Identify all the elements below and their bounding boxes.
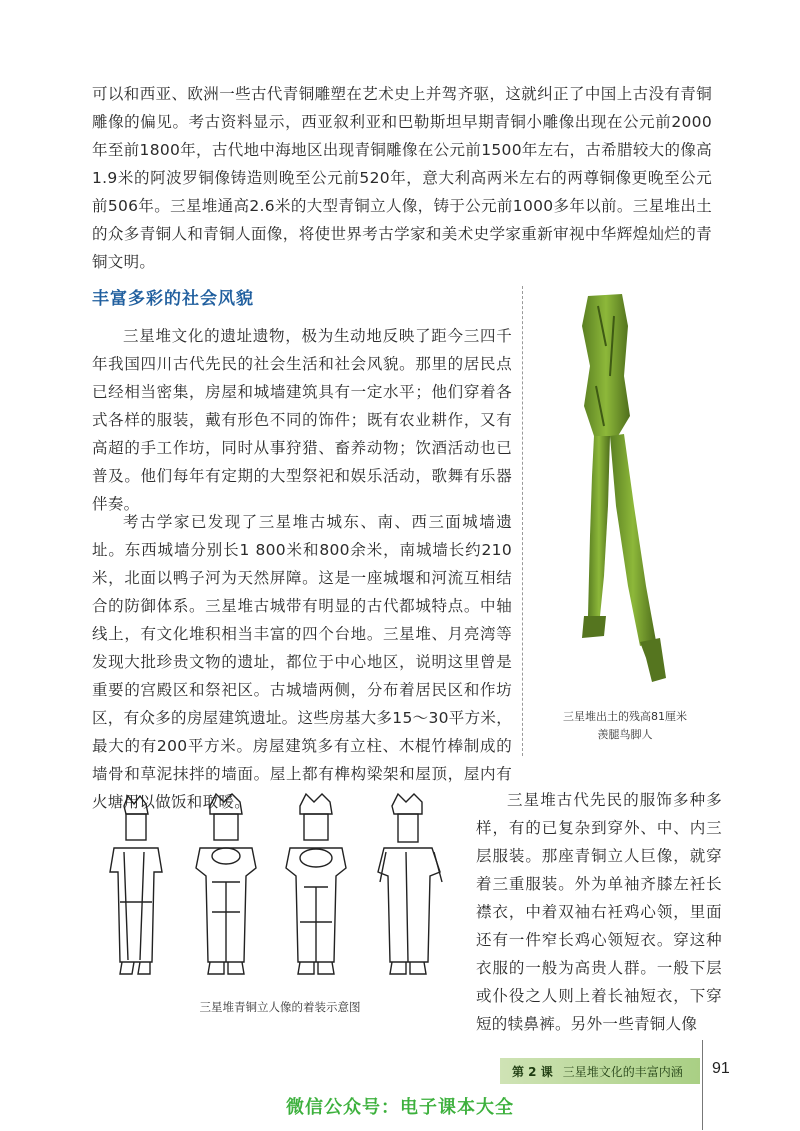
lesson-number: 第 2 课 [512,1064,553,1079]
lesson-title: 三星堆文化的丰富内涵 [562,1064,683,1079]
photo-caption-line2: 羡腿鸟脚人 [597,728,653,741]
photo-caption-line1: 三星堆出土的残高81厘米 [563,710,687,723]
paragraph-clothing: 三星堆古代先民的服饰多种多样，有的已复杂到穿外、中、内三层服装。那座青铜立人巨像，就穿着三重服装。外为单袖齐膝左衽长襟衣，中着双袖右衽鸡心领，里面还有一件窄长鸡心领短衣。穿这种衣服的一般为高贵人群。一般下层或仆役之人则上着长袖短衣，下穿短的犊鼻裤。另外一些青铜人像 [476,791,722,1033]
paragraph-social-life: 三星堆文化的遗址遗物，极为生动地反映了距今三四千年我国四川古代先民的社会生活和社会风貌。那里的居民点已经相当密集，房屋和城墙建筑具有一定水平；他们穿着各式各样的服装，戴有形色不同的饰件；既有农业耕作，又有高超的手工作坊，同时从事狩猎、畜养动物；饮酒活动也已普及。他们每年有定期的大型祭祀和娱乐活动，歌舞有乐器伴奏。 [92,327,512,513]
watermark: 微信公众号：电子课本大全 [286,1097,514,1118]
intro-paragraph: 可以和西亚、欧洲一些古代青铜雕塑在艺术史上并驾齐驱，这就纠正了中国上古没有青铜雕像的偏见。考古资料显示，西亚叙利亚和巴勒斯坦早期青铜小雕像出现在公元前2000年至前1800年，古代地中海地区出现青铜雕像在公元前1500年左右，古希腊较大的像高1.9米的阿波罗铜像铸造则晚至公元前520年，意大利高两米左右的两尊铜像更晚至公元前506年。三星堆通高2.6米的大型青铜立人像，铸于公元前1000多年以前。三星堆出土的众多青铜人和青铜人面像，将使世界考古学家和美术史学家重新审视中华辉煌灿烂的青铜文明。 [92,85,712,271]
lesson-footer-bar [500,1058,700,1084]
column-divider [522,286,523,756]
photo-caption [540,708,710,744]
drawing-caption: 三星堆青铜立人像的着装示意图 [199,1000,361,1014]
page-number: 91 [712,1060,730,1077]
paragraph-city-walls: 考古学家已发现了三星堆古城东、南、西三面城墙遗址。东西城墙分别长1 800米和800余米，南城墙长约210米，北面以鸭子河为天然屏障。这是一座城堰和河流互相结合的防御体系。三星堆古城带有明显的古代都城特点。中轴线上，有文化堆积相当丰富的四个台地。三星堆、月亮湾等发现大批珍贵文物的遗址，都位于中心地区，说明这里曾是重要的宫殿区和祭祀区。古城墙两侧，分布着居民区和作坊区，有众多的房屋建筑遗址。这些房基大多15～30平方米，最大的有200平方米。房屋建筑多有立柱、木棍竹棒制成的墙骨和草泥抹拌的墙面。屋上都有榫构梁架和屋顶，屋内有火塘用以做饭和取暖。 [92,513,512,811]
bronze-figure-photo [548,286,688,686]
section-heading: 丰富多彩的社会风貌 [92,289,254,309]
clothing-diagram-drawing [96,792,466,982]
